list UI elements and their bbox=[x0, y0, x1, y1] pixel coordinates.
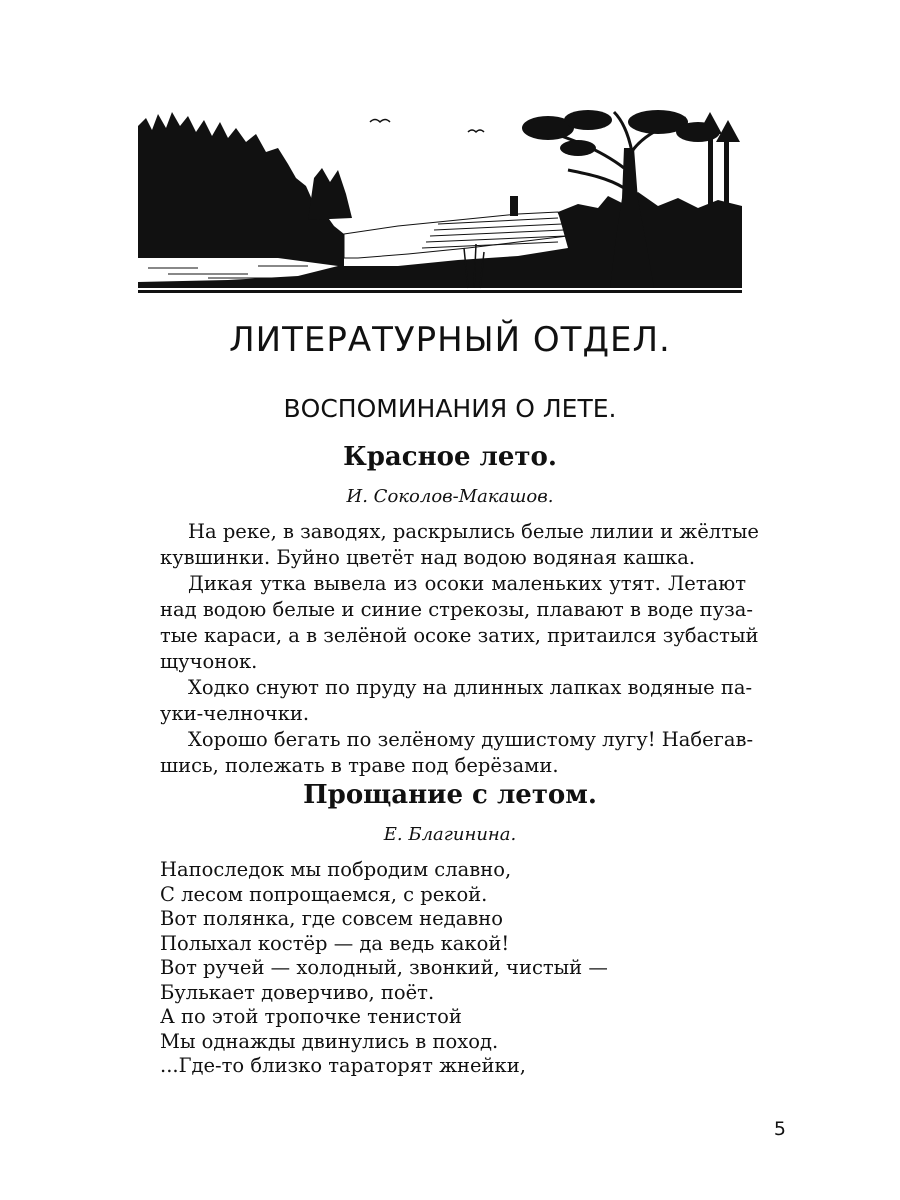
poem-text bbox=[160, 858, 720, 1079]
page-number: 5 bbox=[773, 1118, 786, 1140]
story-line: На реке, в заводях, раскрылись белые лилии и жёлтые bbox=[188, 520, 759, 543]
story-text bbox=[160, 519, 759, 779]
story-line: кувшинки. Буйно цветёт над водою водяная кашка. bbox=[160, 546, 696, 569]
story-line: над водою белые и синие стрекозы, плавают в воде пуза- bbox=[160, 598, 753, 621]
story-line: шись, полежать в траве под берёзами. bbox=[160, 754, 559, 777]
landscape-illustration bbox=[138, 108, 742, 300]
poem-line: Полыхал костёр — да ведь какой! bbox=[160, 931, 510, 955]
poem-line: Вот ручей — холодный, звонкий, чистый — bbox=[160, 956, 608, 979]
poem-line: ...Где-то близко тараторят жнейки, bbox=[160, 1054, 526, 1077]
section-title: ЛИТЕРАТУРНЫЙ ОТДЕЛ. bbox=[229, 320, 671, 360]
story-line: щучонок. bbox=[160, 650, 258, 673]
poem-line: С лесом попрощаемся, с рекой. bbox=[160, 882, 488, 906]
subsection-title: ВОСПОМИНАНИЯ О ЛЕТЕ. bbox=[283, 394, 617, 423]
poem-line: Вот полянка, где совсем недавно bbox=[160, 907, 504, 930]
poem-line: А по этой тропочке тенистой bbox=[160, 1005, 462, 1028]
poem-line: Мы однажды двинулись в поход. bbox=[160, 1029, 499, 1053]
story-line: тые караси, а в зелёной осоке затих, притаился зубастый bbox=[160, 624, 759, 647]
story-title: Красное лето. bbox=[343, 442, 557, 472]
story-line: Дикая утка вывела из осоки маленьких утят. Летают bbox=[188, 572, 746, 595]
story-author: И. Соколов-Макашов. bbox=[346, 486, 554, 507]
poem-line: Булькает доверчиво, поёт. bbox=[160, 980, 435, 1004]
story-line: Хорошо бегать по зелёному душистому лугу! Набегав- bbox=[188, 728, 754, 751]
poem-line: Напоследок мы побродим славно, bbox=[160, 858, 512, 881]
story-line: уки-челночки. bbox=[160, 702, 310, 725]
poem-title: Прощание с летом. bbox=[303, 780, 597, 810]
story-line: Ходко снуют по пруду на длинных лапках водяные па- bbox=[188, 676, 753, 699]
poem-author: Е. Благинина. bbox=[383, 824, 517, 845]
